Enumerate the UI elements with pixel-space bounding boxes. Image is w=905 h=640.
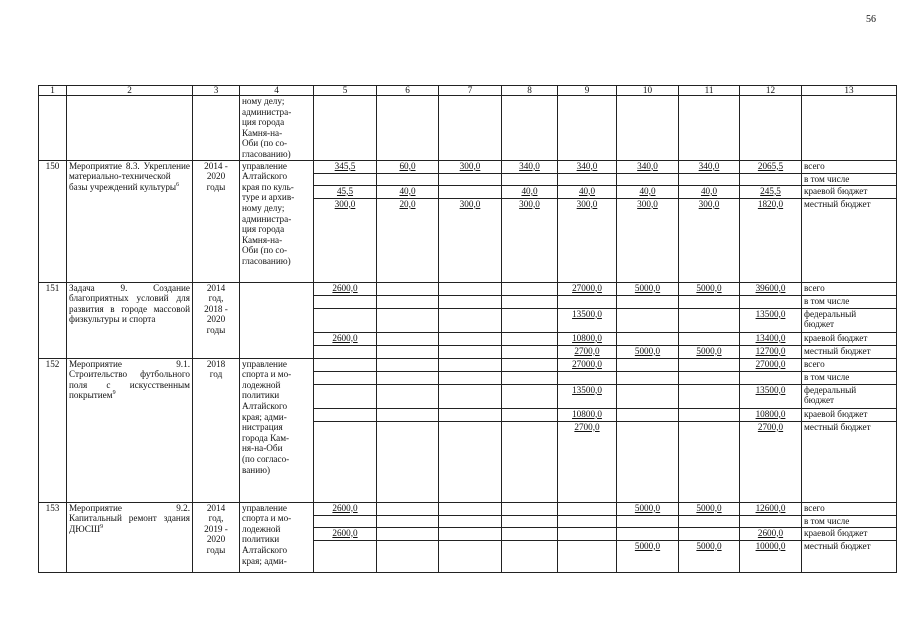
value-cell [679,173,740,185]
row-number-cell: 152 [39,358,67,502]
value-cell [314,515,377,527]
value-cell [617,408,679,421]
value-cell [314,384,377,408]
value-cell [439,408,502,421]
value-cell: 5000,0 [679,282,740,295]
table-row [39,160,897,173]
header-col-7: 7 [439,86,502,96]
value-cell [439,515,502,527]
value-cell [502,282,558,295]
footnote-marker: 9 [100,523,104,530]
funding-source-cell: всего [802,282,897,295]
value-cell [502,540,558,572]
value-cell: 340,0 [617,160,679,173]
value-cell: 40,0 [617,185,679,198]
row-number-cell: 151 [39,282,67,358]
page-number: 56 [866,14,876,25]
value-cell: 5000,0 [617,282,679,295]
header-col-8: 8 [502,86,558,96]
header-row [39,86,897,96]
value-cell [439,527,502,540]
funding-source-cell: в том числе [802,173,897,185]
value-cell: 5000,0 [679,540,740,572]
value-cell [617,96,679,161]
value-cell [314,371,377,384]
value-cell [314,308,377,332]
value-cell: 340,0 [679,160,740,173]
value-cell: 27000,0 [558,282,617,295]
funding-source-cell: федеральный бюджет [802,308,897,332]
executor-cell: управление Алтайского края по куль- туре и архив- ному делу; администра- ция города Камня-на- Оби (по со- гласованию) [240,160,314,282]
table-row [39,358,897,371]
value-cell [740,295,802,308]
value-cell: 39600,0 [740,282,802,295]
table-row [39,282,897,295]
value-cell [679,332,740,345]
header-col-10: 10 [617,86,679,96]
period-cell: 2014 - 2020 годы [193,160,240,282]
value-cell [377,173,439,185]
value-cell: 40,0 [558,185,617,198]
value-cell [558,527,617,540]
value-cell [377,332,439,345]
value-cell [439,371,502,384]
value-cell: 300,0 [439,160,502,173]
row-number-cell: 150 [39,160,67,282]
value-cell [679,384,740,408]
value-cell [439,295,502,308]
value-cell: 340,0 [502,160,558,173]
value-cell [679,421,740,502]
funding-source-cell: в том числе [802,371,897,384]
value-cell: 2600,0 [314,502,377,515]
value-cell [502,408,558,421]
value-cell: 300,0 [617,198,679,282]
measure-name-cell [67,282,193,358]
header-col-4: 4 [240,86,314,96]
value-cell [314,421,377,502]
value-cell [502,502,558,515]
budget-table [38,85,897,573]
value-cell [679,527,740,540]
value-cell: 13500,0 [558,308,617,332]
value-cell [377,308,439,332]
value-cell [377,345,439,358]
value-cell [558,96,617,161]
value-cell [502,332,558,345]
value-cell: 2600,0 [740,527,802,540]
value-cell [679,308,740,332]
value-cell: 12700,0 [740,345,802,358]
continuation-row [39,96,897,161]
funding-source-cell: краевой бюджет [802,527,897,540]
executor-cell: ному делу; администра- ция города Камня-на- Оби (по со- гласованию) [240,96,314,161]
value-cell: 45,5 [314,185,377,198]
row-number-cell: 153 [39,502,67,572]
period-cell: 2014 год, 2018 - 2020 годы [193,282,240,358]
value-cell [617,295,679,308]
value-cell [377,540,439,572]
value-cell [679,96,740,161]
header-col-6: 6 [377,86,439,96]
value-cell [679,408,740,421]
value-cell [740,515,802,527]
value-cell [740,173,802,185]
header-col-9: 9 [558,86,617,96]
value-cell [439,384,502,408]
measure-name-cell [67,502,193,572]
value-cell [679,371,740,384]
value-cell: 10000,0 [740,540,802,572]
value-cell [377,295,439,308]
funding-source-cell: всего [802,160,897,173]
value-cell [314,540,377,572]
value-cell: 27000,0 [740,358,802,371]
measure-name-cell [67,358,193,502]
header-col-3: 3 [193,86,240,96]
value-cell [377,515,439,527]
value-cell [439,540,502,572]
period-cell [193,96,240,161]
value-cell: 345,5 [314,160,377,173]
measure-name: Задача 9. Создание благоприятных условий для развития в городе массовой физкультуры и спорта [69,282,190,325]
value-cell [377,408,439,421]
value-cell [439,185,502,198]
value-cell [439,173,502,185]
table-body [39,86,897,573]
value-cell [617,421,679,502]
value-cell [679,358,740,371]
value-cell [377,371,439,384]
value-cell: 2600,0 [314,527,377,540]
table-row [39,502,897,515]
header-col-2: 2 [67,86,193,96]
value-cell [377,527,439,540]
value-cell: 2700,0 [740,421,802,502]
value-cell [558,515,617,527]
value-cell: 13500,0 [740,308,802,332]
value-cell [314,408,377,421]
funding-source-cell: краевой бюджет [802,332,897,345]
value-cell: 300,0 [679,198,740,282]
funding-source-cell: всего [802,502,897,515]
value-cell: 40,0 [502,185,558,198]
value-cell [377,358,439,371]
value-cell [617,384,679,408]
header-col-11: 11 [679,86,740,96]
value-cell [439,332,502,345]
value-cell: 13500,0 [740,384,802,408]
value-cell [314,173,377,185]
executor-cell [240,282,314,358]
measure-name: Мероприятие 9.1. Строительство футбольного поля с искусственным покрытием [69,358,190,401]
value-cell [617,515,679,527]
executor-cell: управление спорта и мо- лодежной политики Алтайского края; адми- нистрация города Кам- ня-на-Оби (по согласо- ванию) [240,358,314,502]
value-cell [314,295,377,308]
value-cell: 12600,0 [740,502,802,515]
value-cell [617,358,679,371]
value-cell [617,527,679,540]
value-cell [377,502,439,515]
row-number-cell [39,96,67,161]
value-cell [314,345,377,358]
value-cell [617,332,679,345]
value-cell: 2600,0 [314,332,377,345]
value-cell [502,358,558,371]
value-cell [502,295,558,308]
value-cell: 300,0 [502,198,558,282]
value-cell [314,96,377,161]
value-cell [679,295,740,308]
value-cell [740,371,802,384]
value-cell [502,308,558,332]
value-cell [502,384,558,408]
value-cell: 2700,0 [558,421,617,502]
value-cell: 20,0 [377,198,439,282]
value-cell: 5000,0 [679,345,740,358]
value-cell [502,345,558,358]
value-cell [314,358,377,371]
value-cell: 5000,0 [679,502,740,515]
value-cell [558,371,617,384]
funding-source-cell: местный бюджет [802,540,897,572]
value-cell [439,96,502,161]
measure-name: Мероприятие 9.2. Капитальный ремонт здания ДЮСШ [69,502,190,534]
funding-source-cell: в том числе [802,515,897,527]
value-cell [617,308,679,332]
value-cell: 5000,0 [617,345,679,358]
measure-name-cell [67,160,193,282]
value-cell [439,308,502,332]
value-cell: 5000,0 [617,502,679,515]
value-cell: 5000,0 [617,540,679,572]
value-cell: 10800,0 [558,408,617,421]
measure-name-cell [67,96,193,161]
value-cell: 13500,0 [558,384,617,408]
value-cell [740,96,802,161]
executor-cell: управление спорта и мо- лодежной политики Алтайского края; адми- [240,502,314,572]
header-col-12: 12 [740,86,802,96]
value-cell: 40,0 [679,185,740,198]
value-cell [377,282,439,295]
value-cell: 2600,0 [314,282,377,295]
value-cell: 300,0 [558,198,617,282]
value-cell: 40,0 [377,185,439,198]
funding-source-cell: местный бюджет [802,345,897,358]
value-cell [502,515,558,527]
value-cell: 300,0 [314,198,377,282]
value-cell [439,421,502,502]
value-cell: 13400,0 [740,332,802,345]
value-cell: 60,0 [377,160,439,173]
funding-source-cell: местный бюджет [802,198,897,282]
footnote-marker: 9 [112,390,116,397]
value-cell: 300,0 [439,198,502,282]
header-col-13: 13 [802,86,897,96]
value-cell: 27000,0 [558,358,617,371]
funding-source-cell: федеральный бюджет [802,384,897,408]
period-cell: 2018 год [193,358,240,502]
value-cell [377,421,439,502]
value-cell [502,173,558,185]
value-cell [439,502,502,515]
value-cell [558,502,617,515]
footnote-marker: 6 [176,181,180,188]
funding-source-cell: в том числе [802,295,897,308]
value-cell [502,421,558,502]
value-cell [377,384,439,408]
value-cell: 1820,0 [740,198,802,282]
value-cell: 340,0 [558,160,617,173]
value-cell [439,358,502,371]
header-col-5: 5 [314,86,377,96]
value-cell [679,515,740,527]
period-cell: 2014 год, 2019 - 2020 годы [193,502,240,572]
value-cell [502,96,558,161]
funding-source-cell: краевой бюджет [802,185,897,198]
value-cell [617,371,679,384]
funding-source-cell: краевой бюджет [802,408,897,421]
value-cell: 2700,0 [558,345,617,358]
value-cell [502,527,558,540]
value-cell [502,371,558,384]
value-cell: 2065,5 [740,160,802,173]
value-cell: 10800,0 [558,332,617,345]
value-cell [558,173,617,185]
funding-source-cell: всего [802,358,897,371]
funding-source-cell: местный бюджет [802,421,897,502]
measure-name: Мероприятие 8.3. Укрепление материально-технической базы учреждений культуры [69,160,190,192]
value-cell [558,540,617,572]
value-cell [439,282,502,295]
value-cell: 245,5 [740,185,802,198]
value-cell [439,345,502,358]
value-cell: 10800,0 [740,408,802,421]
header-col-1: 1 [39,86,67,96]
value-cell [617,173,679,185]
value-cell [377,96,439,161]
value-cell [802,96,897,161]
value-cell [558,295,617,308]
